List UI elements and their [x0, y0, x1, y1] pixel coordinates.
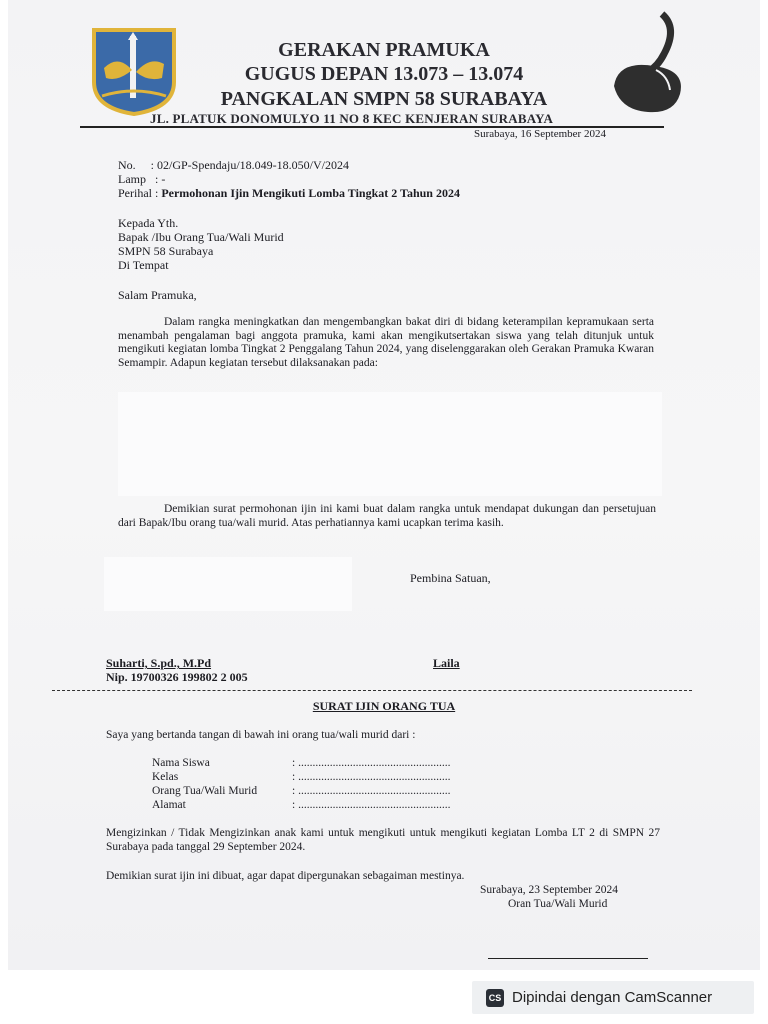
body-paragraph-2: Demikian surat permohonan ijin ini kami buat dalam rangka untuk mendapat dukungan dan persetujuan dari Bapak/Ibu orang tua/wali murid. Atas perhatiannya kami ucapkan terima kasih.	[118, 503, 656, 529]
consent-field-parent	[152, 784, 450, 798]
field-blank: : .....................................................	[292, 785, 451, 797]
consent-intro: Saya yang bertanda tangan di bawah ini orang tua/wali murid dari :	[106, 729, 416, 741]
recipient-line-4: Di Tempat	[118, 258, 169, 272]
cut-line	[52, 690, 692, 691]
letter-subject	[118, 186, 460, 200]
letterhead-address: JL. PLATUK DONOMULYO 11 NO 8 KEC KENJERAN SURABAYA	[150, 111, 554, 126]
consent-signature-line	[488, 958, 648, 959]
camscanner-label: Dipindai dengan CamScanner	[512, 989, 713, 1006]
letter-date: Surabaya, 16 September 2024	[474, 128, 606, 140]
consent-title: SURAT IJIN ORANG TUA	[312, 699, 456, 713]
redacted-signature-area	[104, 557, 352, 611]
signer-nip-left: Nip. 19700326 199802 2 005	[106, 670, 248, 684]
field-blank: : .....................................................	[292, 799, 451, 811]
consent-statement: Mengizinkan / Tidak Mengizinkan anak kami untuk mengikuti untuk mengikuti kegiatan Lomba LT 2 di SMPN 27 Surabaya pada tanggal 29 September 2024.	[106, 827, 660, 853]
letter-number: No. : 02/GP-Spendaju/18.049-18.050/V/2024	[118, 158, 349, 172]
consent-field-address	[152, 798, 450, 812]
camscanner-icon: CS	[486, 989, 504, 1007]
field-label: Kelas	[152, 771, 179, 783]
consent-place-date: Surabaya, 23 September 2024	[480, 884, 618, 896]
recipient-line-1: Kepada Yth.	[118, 216, 179, 230]
subject-value: Permohonan Ijin Mengikuti Lomba Tingkat 2 Tahun 2024	[161, 186, 460, 200]
field-label: Nama Siswa	[152, 757, 210, 769]
signer-role-right: Pembina Satuan,	[410, 571, 491, 585]
letterhead-line-organization: GERAKAN PRAMUKA	[278, 39, 490, 61]
consent-closing: Demikian surat ijin ini dibuat, agar dapat dipergunakan sebagaiman mestinya.	[106, 870, 465, 882]
body-paragraph-1: Dalam rangka meningkatkan dan mengembangkan bakat diri di bidang keterampilan kepramukaan serta menambah pengalaman bagi anggota pramuka, kami akan mengikutsertakan siswa yang telah ditunjuk untuk mengikuti kegiatan lomba Tingkat 2 Penggalang Tahun 2024, yang diselenggarakan oleh Gerakan Pramuka Kwaran Semampir. Adapun kegiatan tersebut dilaksanakan pada:	[118, 316, 654, 369]
greeting: Salam Pramuka,	[118, 288, 197, 302]
consent-field-class	[152, 770, 450, 784]
consent-field-student-name	[152, 756, 450, 770]
field-label: Orang Tua/Wali Murid	[152, 785, 258, 797]
recipient-line-2: Bapak /Ibu Orang Tua/Wali Murid	[118, 230, 284, 244]
field-blank: : .....................................................	[292, 757, 451, 769]
signer-name-left: Suharti, S.pd., M.Pd	[106, 656, 212, 670]
redacted-schedule-block	[118, 392, 662, 496]
subject-label: Perihal :	[118, 186, 162, 200]
field-label: Alamat	[152, 799, 186, 811]
signer-name-right: Laila	[433, 656, 460, 670]
consent-signer-role: Oran Tua/Wali Murid	[508, 898, 608, 910]
field-blank: : .....................................................	[292, 771, 451, 783]
letter-attachment: Lamp : -	[118, 172, 166, 186]
letterhead-line-gugus: GUGUS DEPAN 13.073 – 13.074	[244, 63, 524, 85]
recipient-line-3: SMPN 58 Surabaya	[118, 244, 214, 258]
camscanner-watermark	[472, 981, 754, 1014]
letterhead-line-pangkalan: PANGKALAN SMPN 58 SURABAYA	[220, 88, 548, 110]
